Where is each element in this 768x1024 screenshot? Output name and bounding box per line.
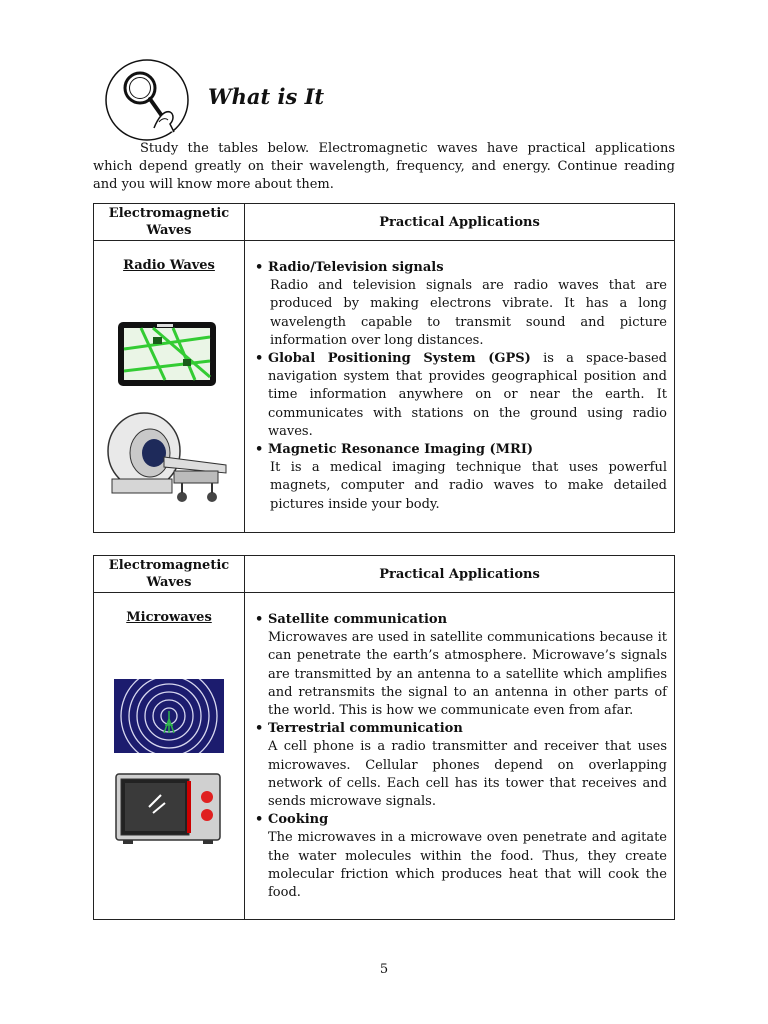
wave-cell — [94, 593, 245, 920]
application-text: It is a medical imaging technique that uses powerful magnets, computer and radio waves to make detailed pictures inside your body. — [270, 460, 667, 512]
page-number: 5 — [379, 962, 389, 977]
header-electromagnetic-waves: Electromagnetic Waves — [94, 204, 245, 241]
microwaves-table — [93, 555, 675, 920]
application-name: Magnetic Resonance Imaging (MRI) — [268, 442, 534, 458]
application-name: Radio/Television signals — [268, 260, 444, 275]
microwave-oven-icon — [115, 773, 221, 845]
application-item: • Radio/Television signals Radio and television signals are radio waves that are produced by making electrons vibrate. It has a long wavelength capable to transmit sound and picture information over long distances. — [268, 259, 667, 350]
application-text: Radio and television signals are radio waves that are produced by making electrons vibrate. It has a long wavelength capable to transmit sound and picture information over long distances. — [270, 278, 667, 348]
gps-map-icon — [117, 321, 217, 387]
application-item: • Terrestrial communication A cell phone is a radio transmitter and receiver that uses microwaves. Cellular phones depend on overlapping network of cells. Each cell has its tower that receives and sends microwave signals. — [268, 720, 667, 811]
application-text: is a space-based navigation system that provides geographical position and time information anywhere on or near the earth. It communicates with stations on the ground using radio waves. — [268, 351, 667, 439]
header-electromagnetic-waves: Electromagnetic Waves — [94, 556, 245, 593]
application-item: • Satellite communication Microwaves are used in satellite communications because it can penetrate the earth’s atmosphere. Microwave’s signals are transmitted by an antenna to a satellite which amplifies and retransmits the signal to an antenna in other parts of the world. This is how we communicate even from afar. — [268, 611, 667, 720]
applications-cell — [245, 593, 675, 920]
radio-waves-table — [93, 203, 675, 533]
application-item: • Global Positioning System (GPS) is a space-based navigation system that provides geographical position and time information anywhere on or near the earth. It communicates with stations on the ground using radio waves. — [255, 351, 667, 439]
mri-scanner-icon — [104, 409, 230, 505]
application-name: Terrestrial communication — [268, 721, 463, 737]
header-practical-applications: Practical Applications — [245, 204, 675, 241]
application-text: The microwaves in a microwave oven penetrate and agitate the water molecules within the food. Thus, they create molecular friction which produces heat that will cook the food. — [268, 830, 667, 901]
application-item: • Cooking The microwaves in a microwave oven penetrate and agitate the water molecules within the food. Thus, they create molecular friction which produces heat that will cook the food. — [268, 811, 667, 902]
application-text: Microwaves are used in satellite communications because it can penetrate the earth’s atmosphere. Microwave’s signals are transmitted by an antenna to a satellite which amplifies and retransmits the signal to an antenna in other parts of the world. This is how we communicate even from afar. — [268, 630, 667, 719]
magnifying-glass-icon — [104, 58, 190, 142]
wave-name: Microwaves — [126, 610, 212, 625]
applications-cell — [245, 241, 675, 533]
wave-name: Radio Waves — [123, 258, 215, 273]
application-text: A cell phone is a radio transmitter and receiver that uses microwaves. Cellular phones depend on overlapping network of cells. Each cell has its tower that receives and sends microwave signals. — [268, 739, 667, 810]
header-practical-applications: Practical Applications — [245, 556, 675, 593]
wave-cell — [94, 241, 245, 533]
application-name: Satellite communication — [268, 612, 448, 627]
antenna-signal-icon — [114, 679, 224, 753]
application-name: Global Positioning System (GPS) — [268, 351, 531, 367]
application-item: • Magnetic Resonance Imaging (MRI) It is a medical imaging technique that uses powerful magnets, computer and radio waves to make detailed pictures inside your body. — [268, 441, 667, 514]
application-name: Cooking — [268, 812, 329, 828]
page-title: What is It — [208, 84, 325, 109]
intro-paragraph: Study the tables below. Electromagnetic waves have practical applications which depend greatly on their wavelength, frequency, and energy. Continue reading and you will know more about them. — [93, 141, 675, 192]
